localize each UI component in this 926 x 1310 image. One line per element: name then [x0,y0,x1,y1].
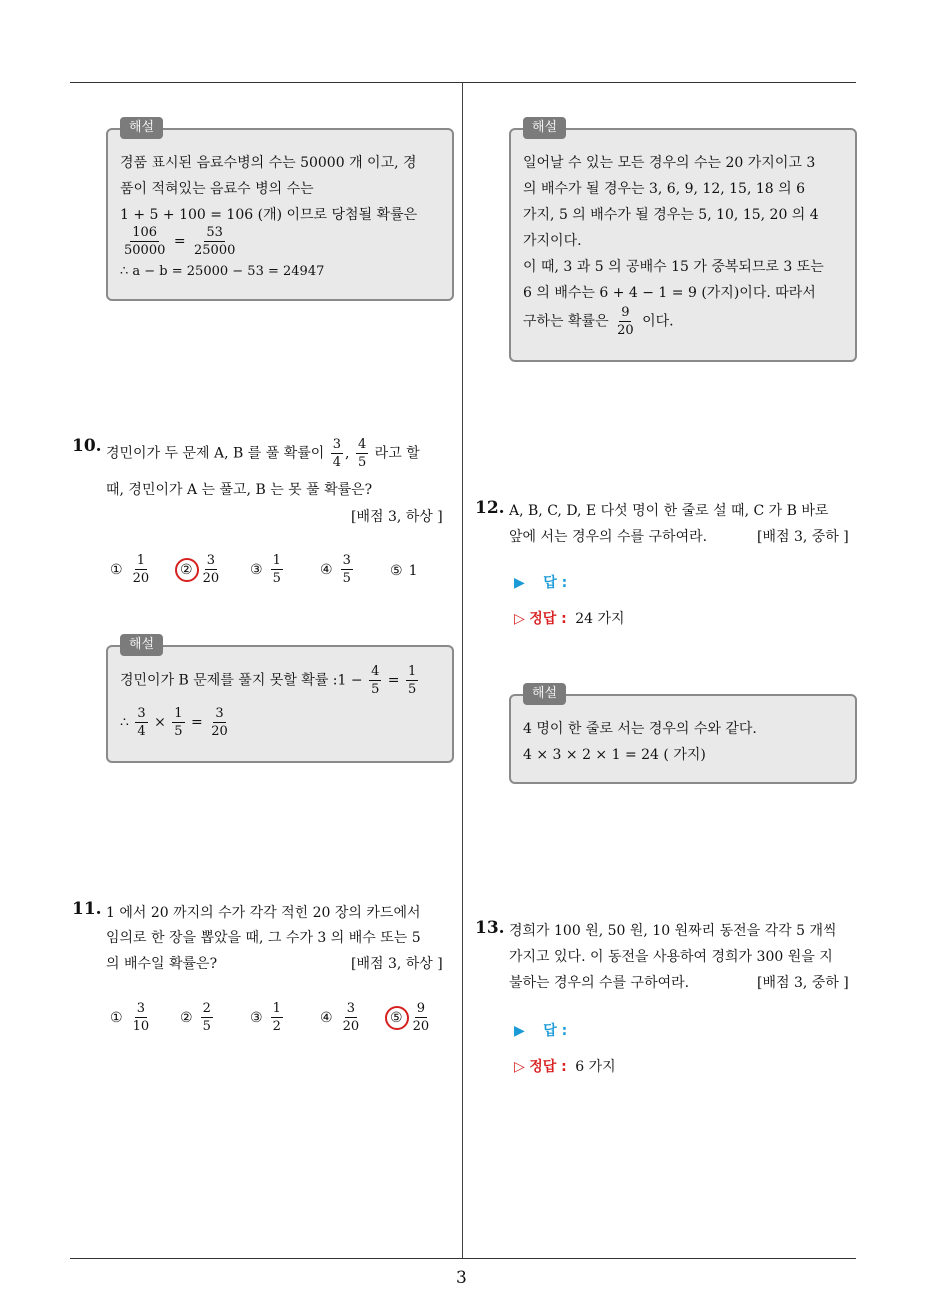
choice-2[interactable]: ② $\frac{2}{5}$ [180,1001,211,1034]
choice-4[interactable]: ④ $\frac{3}{5}$ [320,553,351,586]
correct-value: 6 가지 [575,1059,616,1075]
choice-1[interactable]: ① $\frac{3}{10}$ [110,1001,150,1034]
solution-line: 1 + 5 + 100 = 106 (개) 이므로 당첨될 확률은 [120,207,418,223]
solution-tab: 해설 [120,634,163,656]
solution-line: 4 명이 한 줄로 서는 경우의 수와 같다. [523,721,757,737]
solution-line: 경민이가 B 문제를 풀지 못할 확률 :1 − $\frac{4}{5}$ = $\frac{1}{5}$ [120,664,417,697]
solution-box-q12 [509,686,857,784]
solution-fraction-line: $\frac{106}{50000}$ = $\frac{53}{25000}$ [124,225,236,258]
answer-row [514,572,567,592]
choice-4[interactable]: ④ $\frac{3}{20}$ [320,1001,360,1034]
score-label: [배점 3, 중하 ] [757,975,849,991]
solution-line: 구하는 확률은 $\frac{9}{20}$ 이다. [523,305,674,338]
correct-label: 정답 : [529,1059,567,1075]
bottom-rule [70,1258,856,1259]
question-number: 12. [475,498,505,518]
solution-line: 가지이다. [523,233,582,249]
choice-3[interactable]: ③ $\frac{1}{2}$ [250,1001,281,1034]
solution-line: 경품 표시된 음료수병의 수는 50000 개 이고, 경 [120,155,417,171]
choice-5[interactable]: ⑤ $\frac{9}{20}$ [390,1001,430,1034]
correct-answer-row [514,608,625,628]
solution-line: ∴ $\frac{3}{4}$ × $\frac{1}{5}$ = $\frac{3}{20}$ [120,706,228,739]
solution-line: 의 배수가 될 경우는 3, 6, 9, 12, 15, 18 의 6 [523,181,805,197]
question-text: 가지고 있다. 이 동전을 사용하여 경희가 300 원을 지 [509,949,833,965]
score-label: [배점 3, 하상 ] [351,509,443,525]
solution-line: 4 × 3 × 2 × 1 = 24 ( 가지) [523,747,706,763]
answer-row [514,1020,567,1040]
solution-box-right-top [509,120,857,362]
solution-tab: 해설 [120,117,163,139]
answer-arrow-icon: ▶ [514,1023,525,1039]
correct-answer-row [514,1056,616,1076]
selected-answer-circle [175,558,199,582]
selected-answer-circle [385,1006,409,1030]
fraction: $\frac{4}{5}$ [357,437,367,470]
fraction: $\frac{3}{4}$ [332,437,342,470]
score-label: [배점 3, 하상 ] [351,956,443,972]
page-number: 3 [456,1268,467,1288]
score-label: [배점 3, 중하 ] [757,529,849,545]
correct-value: 24 가지 [575,611,625,627]
question-text: 경희가 100 원, 50 원, 10 원짜리 동전을 각각 5 개씩 [509,923,837,939]
question-text: 불하는 경우의 수를 구하여라. [509,975,690,991]
choice-2[interactable]: ② $\frac{3}{20}$ [180,553,220,586]
correct-label: 정답 : [529,611,567,627]
question-number: 10. [72,436,102,456]
question-text: 의 배수일 확률은? [106,956,218,972]
choice-3[interactable]: ③ $\frac{1}{5}$ [250,553,281,586]
question-text: A, B, C, D, E 다섯 명이 한 줄로 설 때, C 가 B 바로 [509,503,829,519]
solution-line: 이 때, 3 과 5 의 공배수 15 가 중복되므로 3 또는 [523,259,824,275]
solution-box-q9 [106,120,454,301]
question-number: 13. [475,918,505,938]
solution-line: 6 의 배수는 6 + 4 − 1 = 9 (가지)이다. 따라서 [523,285,816,301]
answer-arrow-icon: ▶ [514,575,525,591]
solution-line: ∴ a − b = 25000 − 53 = 24947 [120,264,325,279]
solution-tab: 해설 [523,683,566,705]
solution-box-q10 [106,637,454,763]
solution-tab: 해설 [523,117,566,139]
question-text: 경민이가 두 문제 A, B 를 풀 확률이 $\frac{3}{4}$ , $\frac{4}{5}$ 라고 할 [106,437,420,470]
correct-arrow-icon: ▷ [514,1059,525,1075]
solution-line: 일어날 수 있는 모든 경우의 수는 20 가지이고 3 [523,155,816,171]
question-text: 때, 경민이가 A 는 풀고, B 는 못 풀 확률은? [106,482,373,498]
fraction: $\frac{53}{25000}$ [194,225,236,258]
question-text: 앞에 서는 경우의 수를 구하여라. [509,529,708,545]
solution-line: 가지, 5 의 배수가 될 경우는 5, 10, 15, 20 의 4 [523,207,819,223]
choice-1[interactable]: ① $\frac{1}{20}$ [110,553,150,586]
solution-line: 품이 적혀있는 음료수 병의 수는 [120,181,314,197]
column-divider [462,83,463,1259]
correct-arrow-icon: ▷ [514,611,525,627]
question-number: 11. [72,899,102,919]
top-rule [70,82,856,83]
choice-5[interactable]: ⑤ 1 [390,563,418,579]
question-text: 임의로 한 장을 뽑았을 때, 그 수가 3 의 배수 또는 5 [106,930,421,946]
answer-label: 답 : [543,1023,568,1039]
question-text: 1 에서 20 까지의 수가 각각 적힌 20 장의 카드에서 [106,905,421,921]
answer-label: 답 : [543,575,568,591]
fraction: $\frac{106}{50000}$ [124,225,166,258]
